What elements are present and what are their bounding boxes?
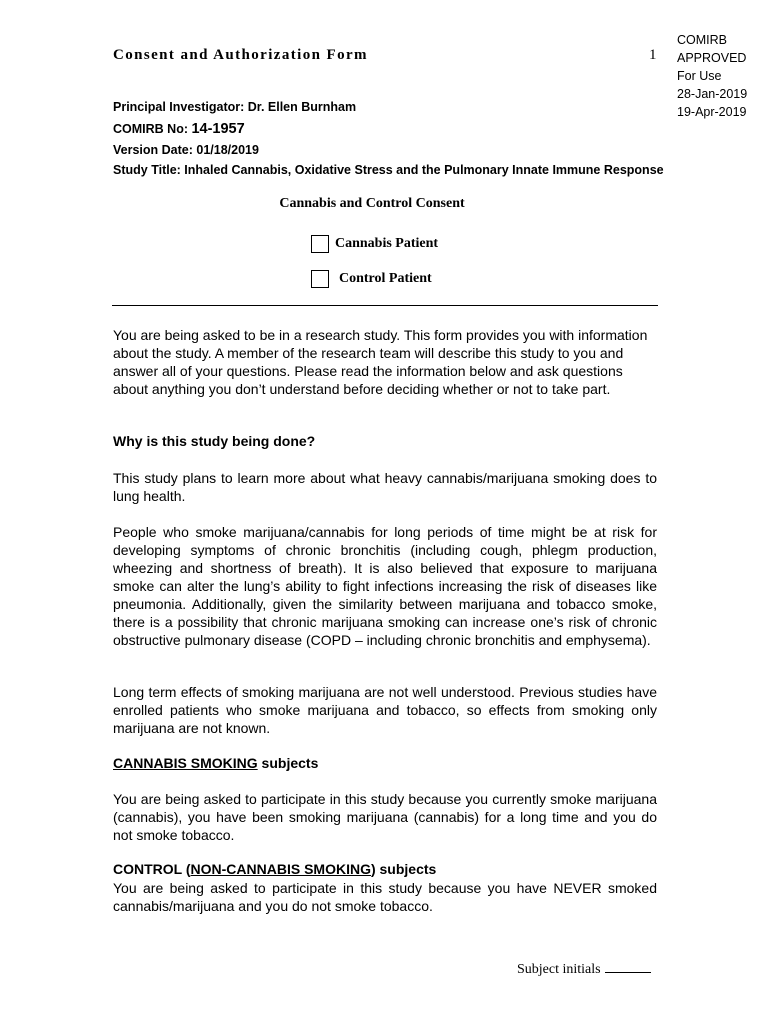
comirb-number-line xyxy=(113,121,245,137)
cannabis-subjects-paragraph: You are being asked to participate in this study because you currently smoke marijuana (cannabis), you have been smoking marijuana (cannabis) for a long time and you do not smoke tobacco. xyxy=(113,791,657,843)
why-paragraph-3: Long term effects of smoking marijuana are not well understood. Previous studies have enrolled patients who smoke marijuana and tobacco, so effects from smoking only marijuana are not known. xyxy=(113,684,657,736)
control-subjects-heading xyxy=(113,861,436,877)
page-number: 1 xyxy=(649,47,657,63)
control-patient-option[interactable] xyxy=(311,269,432,289)
comirb-number: 14-1957 xyxy=(191,121,245,137)
intro-paragraph: You are being asked to be in a research study. This form provides you with information about the study. A member of the research team will describe this study to you and answer all of your questions. Please read the information below and ask questions about anything you don’t understand before deciding whether or not to take part. xyxy=(113,327,648,397)
comirb-label: COMIRB No: xyxy=(113,122,192,136)
cannabis-heading-rest: subjects xyxy=(257,755,319,771)
why-paragraph-1: This study plans to learn more about what heavy cannabis/marijuana smoking does to lung health. xyxy=(113,470,657,504)
control-heading-pre: CONTROL ( xyxy=(113,861,191,877)
cannabis-patient-label: Cannabis Patient xyxy=(335,236,439,251)
study-title: Study Title: Inhaled Cannabis, Oxidative Stress and the Pulmonary Innate Immune Response xyxy=(113,163,664,177)
why-heading: Why is this study being done? xyxy=(113,433,316,449)
control-patient-label: Control Patient xyxy=(339,271,432,286)
version-date: Version Date: 01/18/2019 xyxy=(113,143,259,157)
consent-heading-text: Cannabis and Control Consent xyxy=(279,196,465,211)
cannabis-heading-underlined: CANNABIS SMOKING xyxy=(113,755,258,771)
cannabis-patient-checkbox[interactable] xyxy=(311,235,329,253)
why-paragraph-2: People who smoke marijuana/cannabis for long periods of time might be at risk for developing symptoms of chronic bronchitis (including cough, phlegm production, wheezing and shortness of breath). It is also believed that exposure to marijuana smoke can alter the lung’s ability to fight infections increasing the risk of diseases like pneumonia. Additionally, given the similarity between marijuana and tobacco smoke, there is a possibility that chronic marijuana smoking can increase one’s risk of chronic obstructive pulmonary disease (COPD – including chronic bronchitis and emphysema). xyxy=(113,524,657,648)
cannabis-subjects-heading xyxy=(113,755,318,771)
principal-investigator: Principal Investigator: Dr. Ellen Burnham xyxy=(113,100,357,114)
stamp-line: 28-Jan-2019 xyxy=(677,87,748,101)
consent-heading xyxy=(0,196,770,212)
control-heading-underlined: NON-CANNABIS SMOKING xyxy=(190,861,371,877)
subject-initials-field[interactable] xyxy=(605,960,651,973)
subject-initials-label: Subject initials xyxy=(517,962,601,977)
stamp-line: 19-Apr-2019 xyxy=(677,105,747,119)
stamp-line: For Use xyxy=(677,69,722,83)
control-heading-post: ) subjects xyxy=(370,861,437,877)
control-subjects-paragraph: You are being asked to participate in this study because you have NEVER smoked cannabis/marijuana and you do not smoke tobacco. xyxy=(113,880,657,914)
stamp-line: COMIRB xyxy=(677,33,727,47)
control-patient-checkbox[interactable] xyxy=(311,270,329,288)
subject-initials xyxy=(517,960,651,978)
approval-stamp xyxy=(677,31,747,121)
cannabis-patient-option[interactable] xyxy=(311,234,438,254)
stamp-line: APPROVED xyxy=(677,51,747,65)
document-title: Consent and Authorization Form xyxy=(113,47,368,63)
section-divider xyxy=(112,305,658,306)
